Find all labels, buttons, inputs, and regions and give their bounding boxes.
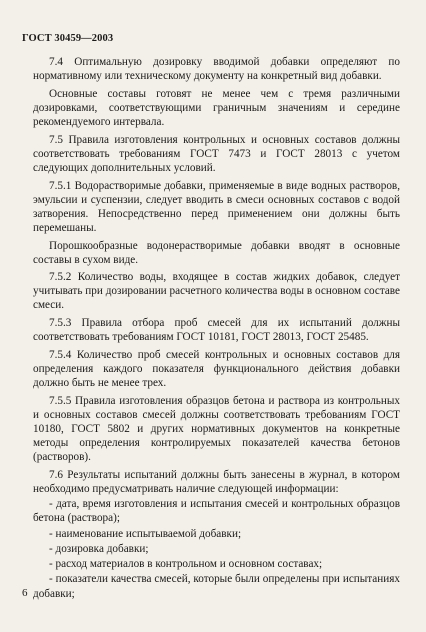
- paragraph-7-5-2: 7.5.2 Количество воды, входящее в состав жидких добавок, следует учитывать при дозировании расчетного количества воды в основном составе смеси.: [33, 271, 400, 312]
- paragraph-7-6: 7.6 Результаты испытаний должны быть занесены в журнал, в котором необходимо предусматривать наличие следующей информации:: [33, 468, 400, 495]
- document-body: [33, 55, 400, 602]
- list-item-dosage: - дозировка добавки;: [49, 542, 149, 555]
- paragraph-7-5: 7.5 Правила изготовления контрольных и основных составов должны соответствовать требованиям ГОСТ 7473 и ГОСТ 28013 с учетом следующих дополнительных условий.: [33, 133, 400, 174]
- paragraph-7-5-4: 7.5.4 Количество проб смесей контрольных и основных составов для определения каждого показателя функционального действия добавки должно быть не менее трех.: [33, 348, 400, 390]
- list-item-additive-name: - наименование испытываемой добавки;: [49, 527, 242, 540]
- list-item-quality-indicators: - показатели качества смесей, которые были определены при испытаниях добавки;: [33, 573, 400, 600]
- paragraph-powder-additives: Порошкообразные водонерастворимые добавки вводят в основные составы в сухом виде.: [33, 239, 400, 266]
- list-item-date-time: - дата, время изготовления и испытания смесей и контрольных образцов бетона (раствора);: [33, 498, 400, 525]
- paragraph-main-compositions: Основные составы готовят не менее чем с тремя различными дозировками, соответствующими граничным значениям и середине рекомендуемого интервала.: [33, 87, 400, 128]
- page-header-standard-number: ГОСТ 30459—2003: [22, 33, 114, 44]
- paragraph-7-5-1: 7.5.1 Водорастворимые добавки, применяемые в виде водных растворов, эмульсии и суспензии, следует вводить в смеси основных составов с водой затворения. Непосредственно перед применением они должны быть перемешаны.: [33, 179, 400, 234]
- page-number: 6: [22, 587, 28, 599]
- paragraph-7-5-5: 7.5.5 Правила изготовления образцов бетона и раствора из контрольных и основных составов смесей должны соответствовать требованиям ГОСТ 10180, ГОСТ 5802 и других нормативных документов на конкретные методы определения контролируемых показателей качества бетонов (растворов).: [33, 394, 400, 464]
- paragraph-7-4: 7.4 Оптимальную дозировку вводимой добавки определяют по нормативному или техническому документу на конкретный вид добавки.: [33, 56, 400, 83]
- list-item-material-consumption: - расход материалов в контрольном и основном составах;: [49, 558, 323, 571]
- paragraph-7-5-3: 7.5.3 Правила отбора проб смесей для их испытаний должны соответствовать требованиям ГОСТ 10181, ГОСТ 28013, ГОСТ 25485.: [33, 317, 400, 344]
